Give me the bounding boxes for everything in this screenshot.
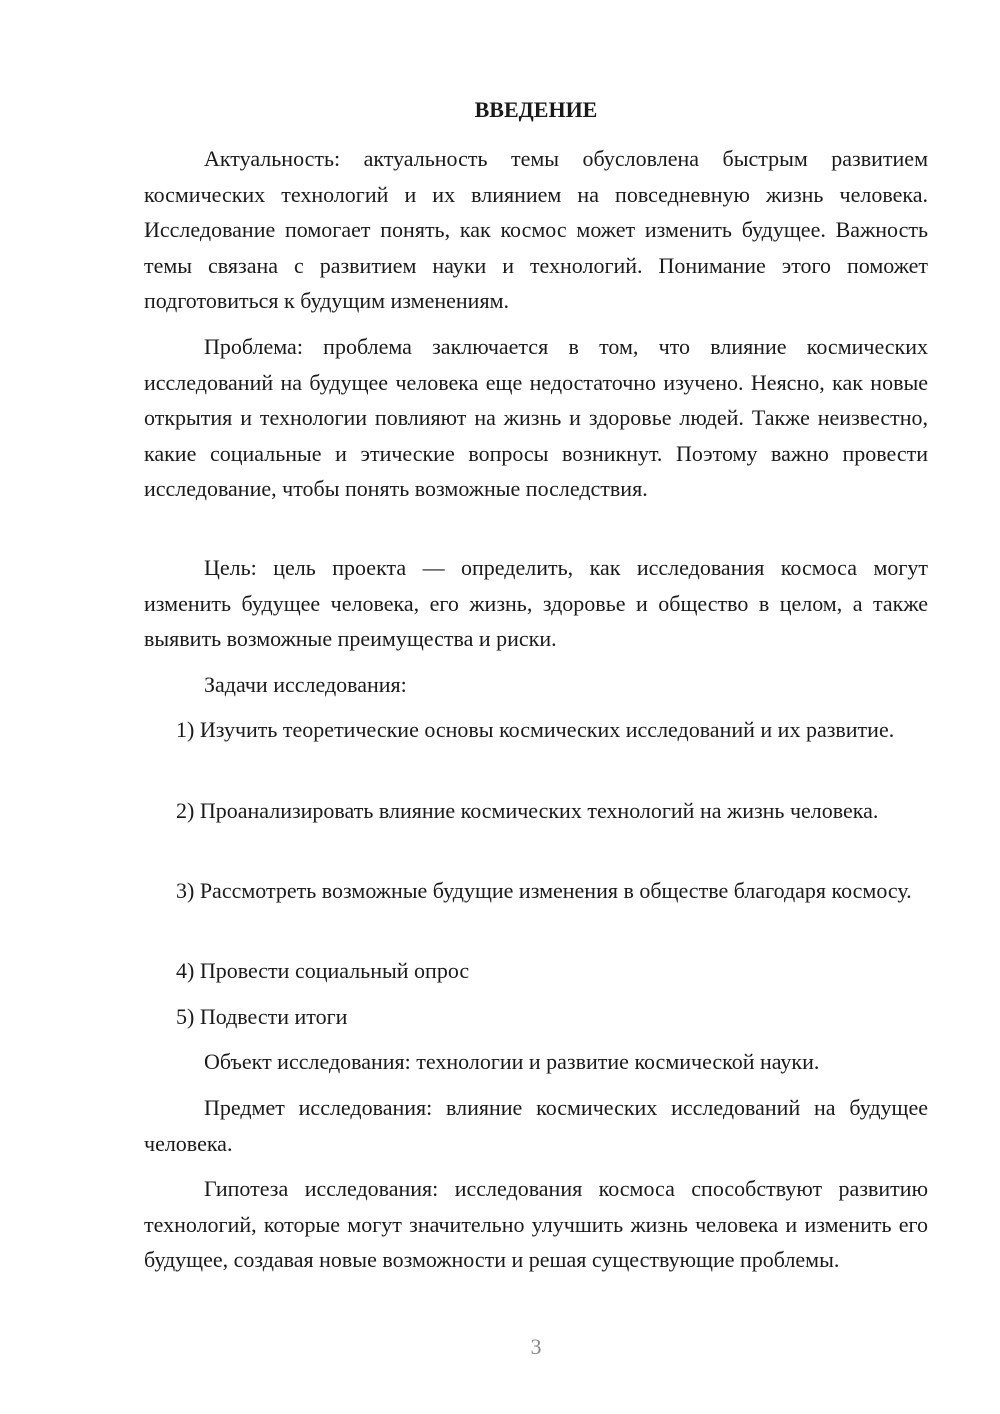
paragraph-hypothesis: Гипотеза исследования: исследования космоса способствуют развитию технологий, которые могут значительно улучшить жизнь человека и изменить его будущее, создавая новые возможности и решая существующие проблемы. xyxy=(144,1176,928,1272)
page-number: 3 xyxy=(530,1334,542,1359)
section-heading: ВВЕДЕНИЕ xyxy=(474,97,598,122)
paragraph-relevance: Актуальность: актуальность темы обусловлена быстрым развитием космических технологий и их влиянием на повседневную жизнь человека. Исследование помогает понять, как космос может изменить будущее. Важность темы связана с развитием науки и технологий. Понимание этого поможет подготовиться к будущим изменениям. xyxy=(144,146,928,313)
tasks-title: Задачи исследования: xyxy=(204,672,407,697)
paragraph-problem: Проблема: проблема заключается в том, что влияние космических исследований на будущее человека еще недостаточно изучено. Неясно, как новые открытия и технологии повлияют на жизнь и здоровье людей. Также неизвестно, какие социальные и этические вопросы возникнут. Поэтому важно провести исследование, чтобы понять возможные последствия. xyxy=(144,334,928,501)
paragraph-subject: Предмет исследования: влияние космических исследований на будущее человека. xyxy=(144,1095,928,1156)
task-item-1: 1) Изучить теоретические основы космических исследований и их развитие. xyxy=(176,717,895,742)
paragraph-object: Объект исследования: технологии и развитие космической науки. xyxy=(204,1049,820,1074)
task-item-2: 2) Проанализировать влияние космических технологий на жизнь человека. xyxy=(176,798,879,823)
task-item-5: 5) Подвести итоги xyxy=(176,1004,348,1029)
task-item-4: 4) Провести социальный опрос xyxy=(176,958,470,983)
paragraph-goal: Цель: цель проекта — определить, как исследования космоса могут изменить будущее человека, его жизнь, здоровье и общество в целом, а также выявить возможные преимущества и риски. xyxy=(144,555,928,651)
task-item-3: 3) Рассмотреть возможные будущие изменения в обществе благодаря космосу. xyxy=(176,878,912,903)
